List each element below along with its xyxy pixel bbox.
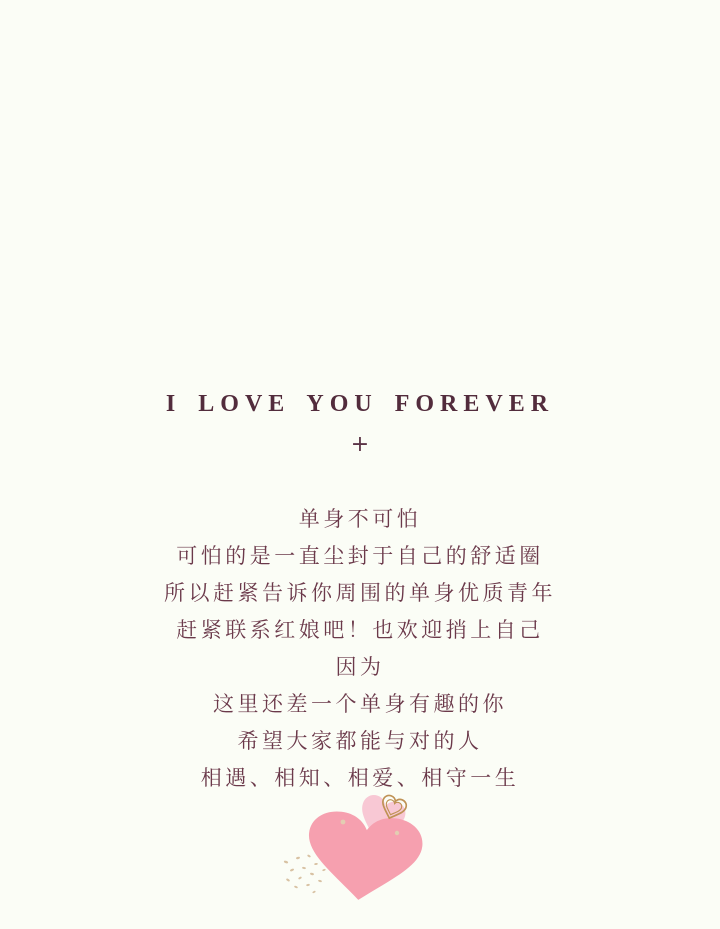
main-heart-icon [302, 808, 426, 904]
speckles [284, 854, 326, 893]
poem-line: 相遇、相知、相爱、相守一生 [200, 767, 520, 790]
poem-line: 可怕的是一直尘封于自己的舒适圈 [176, 545, 544, 568]
poem-line: 因为 [335, 656, 385, 679]
poem-line: 单身不可怕 [298, 508, 422, 531]
beige-dot [341, 820, 346, 825]
plus-divider: + [350, 432, 370, 457]
poster-title: I LOVE YOU FOREVER [165, 391, 555, 417]
poem-line: 希望大家都能与对的人 [237, 730, 483, 753]
poem-line: 赶紧联系红娘吧！也欢迎捎上自己 [176, 619, 544, 642]
poem-block [0, 501, 720, 797]
heart-cluster-svg [278, 786, 428, 904]
heart-illustration [278, 786, 428, 904]
beige-dot [395, 831, 399, 835]
poem-line: 这里还差一个单身有趣的你 [213, 693, 507, 716]
poem-line: 所以赶紧告诉你周围的单身优质青年 [164, 582, 556, 605]
